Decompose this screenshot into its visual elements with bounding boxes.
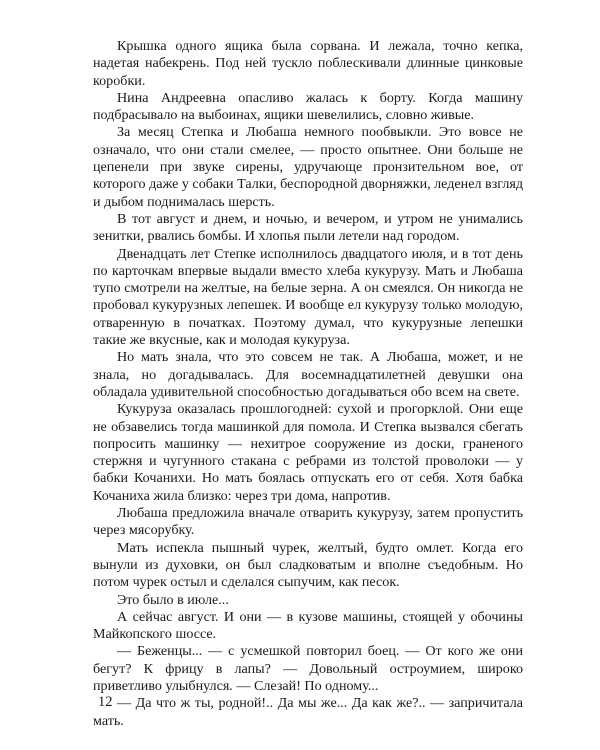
paragraph: — Да что ж ты, родной!.. Да мы же... Да как же?.. — запричитала мать.: [93, 695, 523, 729]
body-text: [93, 38, 523, 730]
paragraph: Крышка одного ящика была сорвана. И лежала, точно кепка, надетая набекрень. Под ней тускло поблескивали длинные цинковые коробки.: [93, 38, 523, 89]
paragraph: Мать испекла пышный чурек, желтый, будто омлет. Когда его вынули из духовки, он был сладковатым и вполне съедобным. Но потом чурек остыл и сделался сыпучим, как песок.: [93, 539, 523, 591]
paragraph: Кукуруза оказалась прошлогодней: сухой и прогорклой. Они еще не обзавелись тогда машинкой для помола. И Степка вызвался сбегать попросить машинку — нехитрое сооружение из доски, граненого стержня и чугунного стакана с ребрами из толстой проволоки — у бабки Кочанихи. Но мать боялась отпускать его от себя. Хотя бабка Кочаниха жила близко: через три дома, напротив.: [93, 401, 523, 504]
paragraph: За месяц Степка и Любаша немного пообвыкли. Это вовсе не означало, что они стали смелее, — просто опытнее. Они больше не цепенели при звуке сирены, удручающе пронзительном вое, от которого даже у собаки Талки, беспородной дворняжки, леденел взгляд и дыбом поднималась шерсть.: [93, 124, 524, 210]
paragraph: Нина Андреевна опасливо жалась к борту. Когда машину подбрасывало на выбоинах, ящики шевелились, словно живые.: [93, 89, 523, 124]
paragraph: Это было в июле...: [117, 591, 229, 608]
paragraph: — Беженцы... — с усмешкой повторил боец. — От кого же они бегут? К фрицу в лапы? — Довольный остроумием, широко приветливо улыбнулся. — Слезай! По одному...: [93, 643, 523, 694]
paragraph: В тот август и днем, и ночью, и вечером, и утром не унимались зенитки, рвались бомбы. И хлопья пыли летели над городом.: [93, 210, 523, 245]
paragraph: Любаша предложила вначале отварить кукурузу, затем пропустить через мясорубку.: [93, 505, 523, 539]
paragraph: Но мать знала, что это совсем не так. А Любаша, может, и не знала, но догадывалась. Для восемнадцатилетней девушки она обладала удивительной способностью догадываться обо всем на свете.: [93, 349, 523, 400]
paragraph: Двенадцать лет Степке исполнилось двадцатого июля, и в тот день по карточкам впервые выдали вместо хлеба кукурузу. Мать и Любаша тупо смотрели на желтые, на белые зерна. А он смеялся. Он никогда не пробовал кукурузных лепешек. И вообще ел кукурузу только молодую, отваренную в початках. Поэтому думал, что кукурузные лепешки такие же вкусные, как и молодая кукуруза.: [93, 245, 523, 349]
paragraph: А сейчас август. И они — в кузове машины, стоящей у обочины Майкопского шоссе.: [93, 608, 523, 643]
page-number: 12: [98, 694, 113, 710]
